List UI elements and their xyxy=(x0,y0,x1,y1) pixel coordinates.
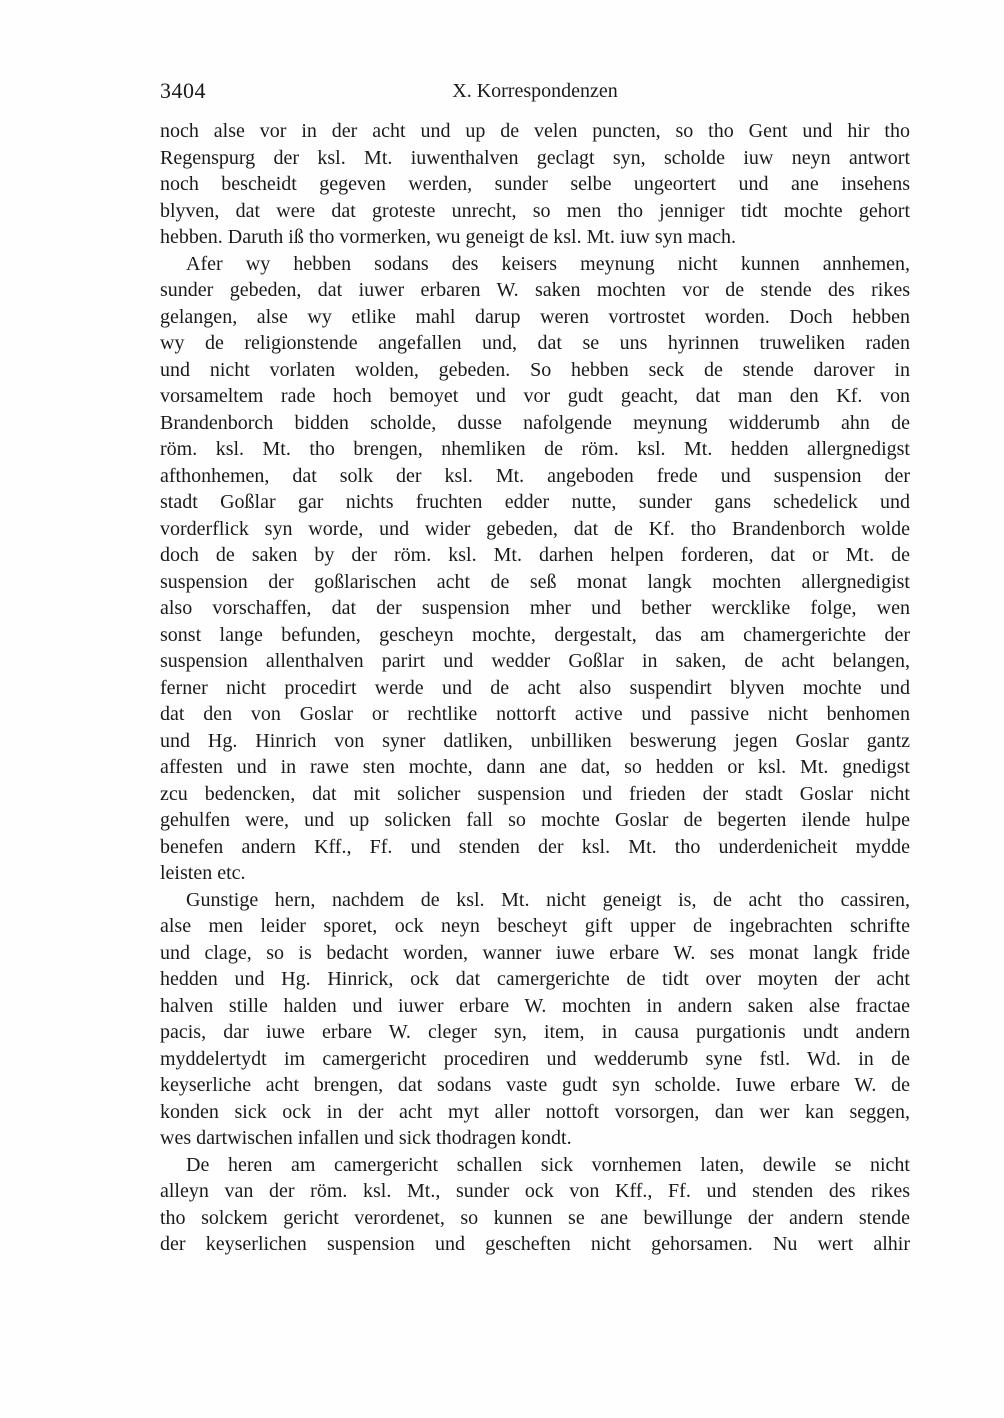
text-line: und nicht vorlaten wolden, gebeden. So hebben seck de stende darover in xyxy=(160,358,910,381)
text-line: gehulfen were, und up solicken fall so mochte Goslar de begerten ilende hulpe xyxy=(160,809,910,831)
text-line: wes dartwischen infallen und sick thodragen kondt. xyxy=(160,1127,572,1149)
text-line: suspension der goßlarischen acht de seß monat langk mochten allergnedigist xyxy=(160,570,910,593)
text-block xyxy=(160,118,910,1258)
text-line: vorderflick syn worde, und wider gebeden, dat de Kf. tho Brandenborch wolde xyxy=(160,517,910,540)
paragraph xyxy=(160,887,910,1152)
text-line: leisten etc. xyxy=(160,862,246,884)
text-line: dat den von Goslar or rechtlike nottorft active und passive nicht benhomen xyxy=(160,703,910,725)
text-line: vorsameltem rade hoch bemoyet und vor gudt geacht, dat man den Kf. von xyxy=(160,385,910,407)
text-line: blyven, dat were dat groteste unrecht, so men tho jenniger tidt mochte gehort xyxy=(160,199,910,222)
text-line: sonst lange befunden, gescheyn mochte, dergestalt, das am chamergerichte der xyxy=(160,623,910,646)
text-line: affesten und in rawe sten mochte, dann ane dat, so hedden or ksl. Mt. gnedigst xyxy=(160,756,910,778)
text-line: tho solckem gericht verordenet, so kunnen se ane bewillunge der andern stende xyxy=(160,1206,910,1229)
text-line: Afer wy hebben sodans des keisers meynung nicht kunnen annhemen, xyxy=(186,252,910,275)
text-line: alse men leider sporet, ock neyn bescheyt gift upper de ingebrachten schrifte xyxy=(160,915,910,937)
paragraph xyxy=(160,251,910,887)
text-line: pacis, dar iuwe erbare W. cleger syn, item, in causa purgationis undt andern xyxy=(160,1021,910,1043)
text-line: Gunstige hern, nachdem de ksl. Mt. nicht geneigt is, de acht tho cassiren, xyxy=(186,888,910,911)
paragraph xyxy=(160,118,910,251)
page-header xyxy=(160,78,910,106)
text-line: konden sick ock in der acht myt aller nottoft vorsorgen, dan wer kan seggen, xyxy=(160,1100,910,1123)
text-line: suspension allenthalven parirt und wedder Goßlar in saken, de acht belangen, xyxy=(160,650,910,672)
text-line: gelangen, alse wy etlike mahl darup weren vortrostet worden. Doch hebben xyxy=(160,305,910,328)
text-line: halven stille halden und iuwer erbare W. mochten in andern saken alse fractae xyxy=(160,994,910,1017)
text-line: Regenspurg der ksl. Mt. iuwenthalven geclagt syn, scholde iuw neyn antwort xyxy=(160,146,910,169)
text-line: noch bescheidt gegeven werden, sunder selbe ungeortert und ane insehens xyxy=(160,173,910,195)
text-line: Brandenborch bidden scholde, dusse nafolgende meynung widderumb ahn de xyxy=(160,411,910,434)
text-line: sunder gebeden, dat iuwer erbaren W. saken mochten vor de stende des rikes xyxy=(160,279,910,301)
paragraph xyxy=(160,1152,910,1258)
text-line: also vorschaffen, dat der suspension mher und bether wercklike folge, wen xyxy=(160,597,910,619)
text-line: benefen andern Kff., Ff. und stenden der ksl. Mt. tho underdenicheit mydde xyxy=(160,835,910,858)
text-line: stadt Goßlar gar nichts fruchten edder nutte, sunder gans schedelick und xyxy=(160,491,910,513)
running-header: X. Korrespondenzen xyxy=(452,80,618,102)
text-line: röm. ksl. Mt. tho brengen, nhemliken de röm. ksl. Mt. hedden allergnedigst xyxy=(160,438,910,460)
text-line: alleyn van der röm. ksl. Mt., sunder ock von Kff., Ff. und stenden des rikes xyxy=(160,1180,910,1202)
text-line: hebben. Daruth iß tho vormerken, wu geneigt de ksl. Mt. iuw syn mach. xyxy=(160,226,736,248)
text-line: und Hg. Hinrich von syner datliken, unbilliken beswerung jegen Goslar gantz xyxy=(160,729,910,752)
text-line: der keyserlichen suspension und gescheften nicht gehorsamen. Nu wert alhir xyxy=(160,1233,910,1255)
text-line: und clage, so is bedacht worden, wanner iuwe erbare W. ses monat langk fride xyxy=(160,941,910,964)
text-line: De heren am camergericht schallen sick vornhemen laten, dewile se nicht xyxy=(186,1153,910,1176)
text-line: afthonhemen, dat solk der ksl. Mt. angeboden frede und suspension der xyxy=(160,464,910,487)
text-line: ferner nicht procedirt werde und de acht also suspendirt blyven mochte und xyxy=(160,676,910,699)
page-number: 3404 xyxy=(160,78,206,103)
text-line: noch alse vor in der acht und up de velen puncten, so tho Gent und hir tho xyxy=(160,120,910,142)
text-line: hedden und Hg. Hinrick, ock dat camergerichte de tidt over moyten der acht xyxy=(160,968,910,990)
text-line: doch de saken by der röm. ksl. Mt. darhen helpen forderen, dat or Mt. de xyxy=(160,544,910,566)
text-line: zcu bedencken, dat mit solicher suspension und frieden der stadt Goslar nicht xyxy=(160,782,910,805)
text-line: wy de religionstende angefallen und, dat se uns hyrinnen truweliken raden xyxy=(160,332,910,354)
content-area xyxy=(160,78,910,1258)
text-line: keyserliche acht brengen, dat sodans vaste gudt syn scholde. Iuwe erbare W. de xyxy=(160,1074,910,1096)
text-line: myddelertydt im camergericht procediren und wedderumb syne fstl. Wd. in de xyxy=(160,1047,910,1070)
